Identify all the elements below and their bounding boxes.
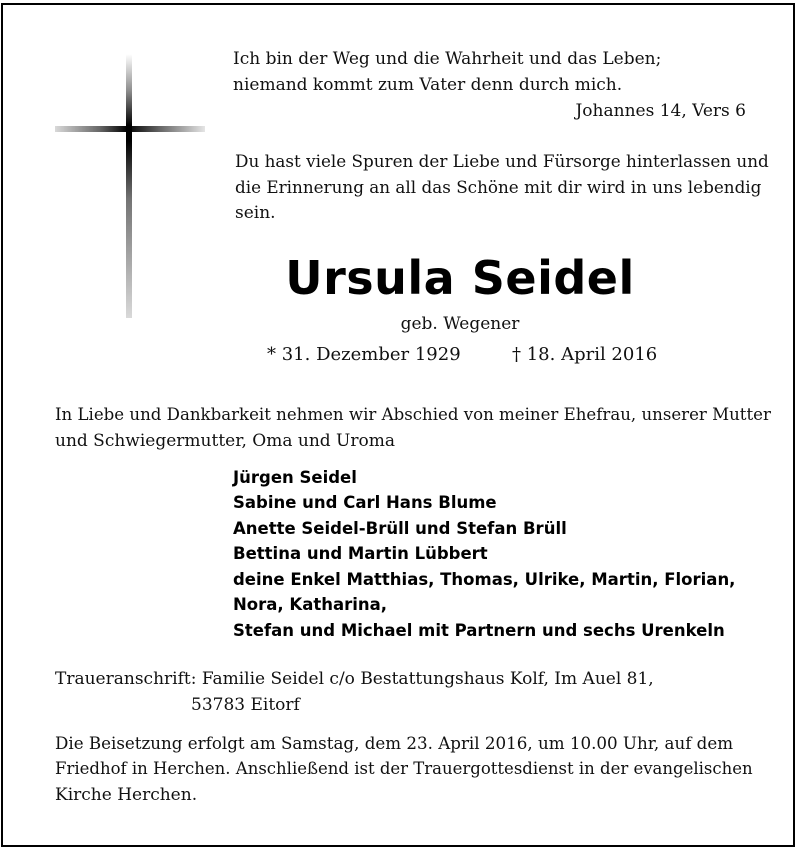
farewell-line-2: und Schwiegermutter, Oma und Uroma — [55, 431, 395, 451]
mourner-line: deine Enkel Matthias, Thomas, Ulrike, Martin, Florian, — [233, 570, 736, 589]
verse-line-1: Ich bin der Weg und die Wahrheit und das Leben; — [233, 49, 662, 69]
tribute-line-2: die Erinnerung an all das Schöne mit dir wird in uns lebendig — [235, 177, 762, 197]
address-line-2: 53783 Eitorf — [191, 695, 300, 715]
tribute-line-3: sein. — [235, 203, 276, 223]
birth-name: geb. Wegener — [400, 314, 520, 334]
mourner-line: Nora, Katharina, — [233, 595, 388, 614]
tribute-line-1: Du hast viele Spuren der Liebe und Fürsorge hinterlassen und — [235, 151, 769, 171]
verse-line-2: niemand kommt zum Vater denn durch mich. — [233, 75, 623, 95]
mourner-line: Bettina und Martin Lübbert — [233, 544, 488, 563]
funeral-line-1: Die Beisetzung erfolgt am Samstag, dem 23. April 2016, um 10.00 Uhr, auf dem — [55, 733, 734, 753]
cross-horizontal-beam — [55, 126, 205, 132]
funeral-line-3: Kirche Herchen. — [55, 785, 198, 805]
funeral-line-2: Friedhof in Herchen. Anschließend ist der Trauergottesdienst in der evangelischen — [55, 759, 753, 778]
birth-date: * 31. Dezember 1929 — [267, 344, 461, 365]
mourner-line: Anette Seidel-Brüll und Stefan Brüll — [233, 519, 567, 538]
address-line-1: Traueranschrift: Familie Seidel c/o Bestattungshaus Kolf, Im Auel 81, — [55, 669, 654, 689]
mourner-line: Stefan und Michael mit Partnern und sechs Urenkeln — [233, 621, 725, 640]
deceased-name: Ursula Seidel — [285, 251, 635, 305]
farewell-line-1: In Liebe und Dankbarkeit nehmen wir Abschied von meiner Ehefrau, unserer Mutter — [55, 405, 771, 424]
mourner-line: Sabine und Carl Hans Blume — [233, 493, 497, 512]
verse-source: Johannes 14, Vers 6 — [575, 101, 746, 121]
mourner-line: Jürgen Seidel — [233, 468, 357, 487]
death-date: † 18. April 2016 — [512, 344, 658, 365]
